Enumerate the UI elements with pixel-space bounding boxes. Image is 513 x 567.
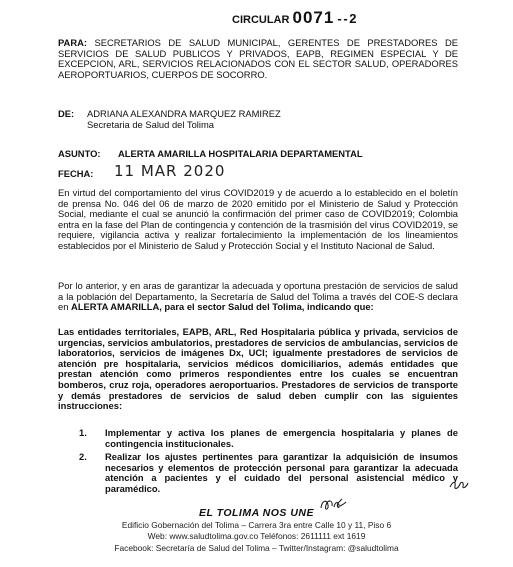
instructions-list <box>58 428 458 498</box>
list-item-number: 2. <box>79 451 87 463</box>
para-block <box>58 38 458 80</box>
fecha-stamp: 11 MAR 2020 <box>114 162 226 180</box>
circular-suffix: - - 2 <box>337 11 356 26</box>
de-label: DE: <box>58 108 75 119</box>
initials-signature <box>448 478 470 492</box>
list-item-text: Realizar los ajustes pertinentes para garantizar la adquisición de insumos necesarios y elementos de protección personal para garantizar la adecuada atención a pacientes y el cuidado del personal asistencial médico y paramédico. <box>105 451 458 494</box>
circular-number: 0071 <box>292 8 335 27</box>
para-label: PARA: <box>58 37 87 48</box>
body-paragraph-1: En virtud del comportamiento del virus COVID2019 y de acuerdo a lo establecido en el boletín de prensa No. 046 del 06 de marzo de 2020 emitido por el Ministerio de Salud y Protección Social, mediante el cual se anunció la confirmación del primer caso de COVID2019; Colombia entra en la fase del Plan de contingencia y contención de la trasmisión del virus COVID2019, se requiere, vigilancia activa y realizar fortalecimiento la implementación de los lineamientos establecidos por el Ministerio de Salud y Protección Social y el Instituto Nacional de Salud. <box>58 187 458 251</box>
circular-header <box>232 8 372 30</box>
footer-web-phone: Web: www.saludtolima.gov.co Teléfonos: 2611111 ext 1619 <box>147 531 366 541</box>
circular-label: CIRCULAR <box>232 14 290 26</box>
list-item-number: 1. <box>79 427 87 438</box>
footer-slogan: EL TOLIMA NOS UNE <box>198 507 315 519</box>
fecha-label: FECHA: <box>58 168 94 179</box>
list-item <box>58 428 458 449</box>
alert-declaration: ALERTA AMARILLA, para el sector Salud del Tolima, indicando que: <box>71 301 374 313</box>
para-recipients: SECRETARIOS DE SALUD MUNICIPAL, GERENTES DE PRESTADORES DE SERVICIOS DE SALUD PUBLICOS Y PRIVADOS, EAPB, REGIMEN ESPECIAL Y DE EXCEPCION, ARL, SERVICIOS RELACIONADOS CON EL SECTOR SALUD, OPERADORES AEROPORTUARIOS, CUERPOS DE SOCORRO. <box>58 37 458 80</box>
body-paragraph-3: Las entidades territoriales, EAPB, ARL, Red Hospitalaria pública y privada, servicios de urgencias, servicios ambulatorios, prestadores de servicios de ambulancias, servicios de laboratorios, servicios de imágenes Dx, UCI; igualmente prestadores de servicios de atención pre hospitalaria, servicios médicos domiciliarios, además entidades que prestan atención como primeros respondientes entre los cuales se encuentran bomberos, cruz roja, operadores aeroportuarios. Prestadores de servicios de transporte y demás prestadores de servicios de salud deben cumplir con las siguientes instrucciones: <box>58 326 458 412</box>
de-role: Secretaria de Salud del Tolima <box>87 119 214 130</box>
footer-social: Facebook: Secretaría de Salud del Tolima – Twitter/Instagram: @saludtolima <box>114 543 399 553</box>
footer-address: Edificio Gobernación del Tolima – Carrera 3ra entre Calle 10 y 11, Piso 6 <box>121 520 392 530</box>
list-item-text: Implementar y activa los planes de emergencia hospitalaria y planes de contingencia institucionales. <box>105 427 458 449</box>
body-paragraph-2 <box>58 281 458 313</box>
asunto-value: ALERTA AMARILLA HOSPITALARIA DEPARTAMENTAL <box>118 148 363 159</box>
list-item <box>58 452 458 494</box>
de-name: ADRIANA ALEXANDRA MARQUEZ RAMIREZ <box>87 108 281 119</box>
body-paragraph-2-text: Por lo anterior, y en aras de garantizar la adecuada y oportuna prestación de servicios de salud a la población del Departamento, la Secretaría de Salud del Tolima a través del COE-S declara en <box>58 280 458 313</box>
asunto-label: ASUNTO: <box>58 148 101 159</box>
